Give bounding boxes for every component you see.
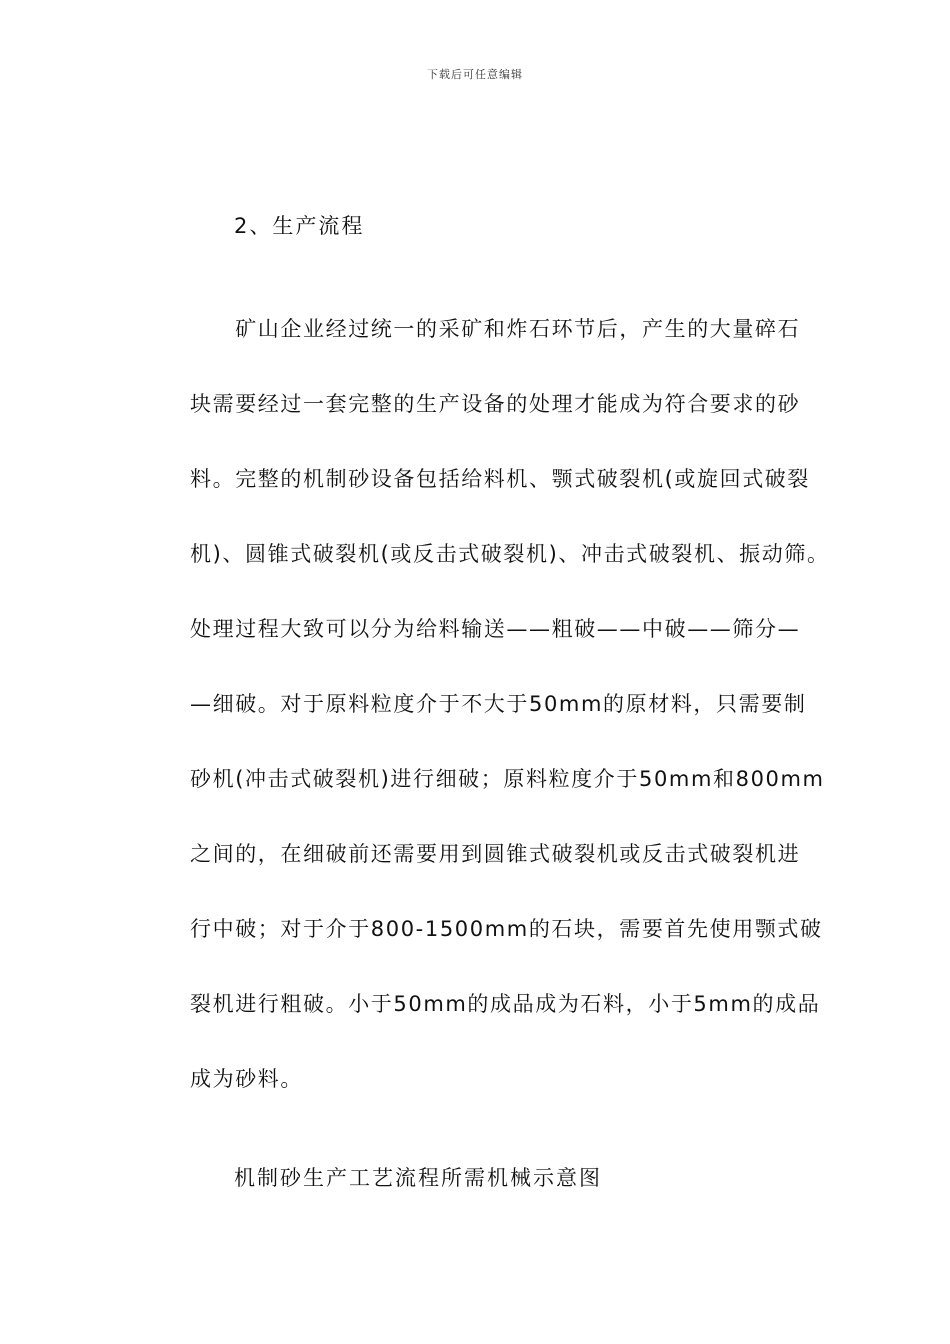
paragraph-line: 矿山企业经过统一的采矿和炸石环节后，产生的大量碎石 xyxy=(190,317,801,341)
paragraph-line: 行中破；对于介于800-1500mm的石块，需要首先使用颚式破 xyxy=(190,917,823,941)
paragraph-line: 成为砂料。 xyxy=(190,1067,303,1091)
paragraph-line: 裂机进行粗破。小于50mm的成品成为石料，小于5mm的成品 xyxy=(190,992,821,1016)
paragraph-line: 砂机(冲击式破裂机)进行细破；原料粒度介于50mm和800mm xyxy=(190,767,825,791)
paragraph-line: 机)、圆锥式破裂机(或反击式破裂机)、冲击式破裂机、振动筛。 xyxy=(190,542,830,566)
paragraph-line: —细破。对于原料粒度介于不大于50mm的原材料，只需要制 xyxy=(190,692,807,716)
section-heading: 2、生产流程 xyxy=(234,214,365,238)
paragraph-line: 处理过程大致可以分为给料输送——粗破——中破——筛分— xyxy=(190,617,801,641)
paragraph-line: 料。完整的机制砂设备包括给料机、颚式破裂机(或旋回式破裂 xyxy=(190,467,810,491)
paragraph-line: 块需要经过一套完整的生产设备的处理才能成为符合要求的砂 xyxy=(190,392,801,416)
page-header: 下载后可任意编辑 xyxy=(427,68,523,81)
figure-caption: 机制砂生产工艺流程所需机械示意图 xyxy=(234,1166,602,1190)
paragraph-line: 之间的，在细破前还需要用到圆锥式破裂机或反击式破裂机进 xyxy=(190,842,801,866)
